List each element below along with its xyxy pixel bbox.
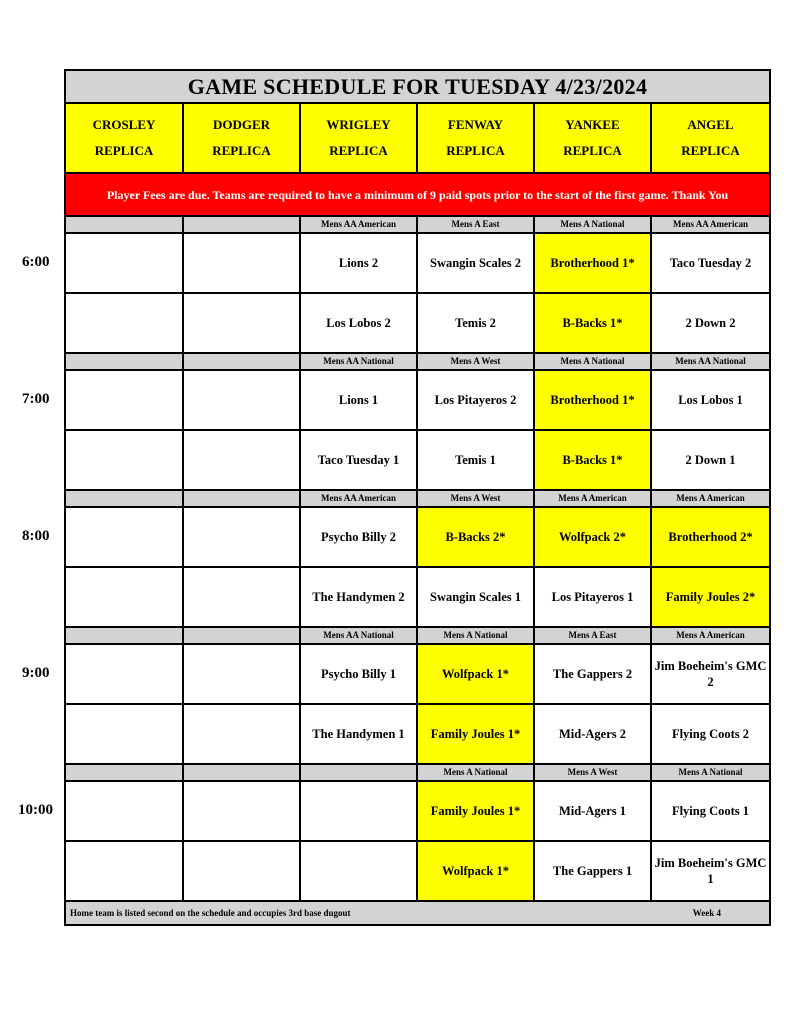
field-type: REPLICA	[681, 143, 740, 158]
division-label	[183, 627, 300, 644]
team-cell: Brotherhood 2*	[651, 507, 770, 567]
team-cell: Wolfpack 1*	[417, 644, 534, 704]
division-label: Mens AA American	[300, 490, 417, 507]
team-cell: 2 Down 2	[651, 293, 770, 353]
game-row-home	[65, 430, 770, 490]
team-cell: Psycho Billy 1	[300, 644, 417, 704]
time-label: 6:00	[22, 254, 50, 270]
field-header-yankee	[534, 103, 651, 173]
division-label: Mens A National	[417, 764, 534, 781]
division-label	[65, 490, 183, 507]
division-label: Mens A American	[534, 490, 651, 507]
team-cell: Los Pitayeros 1	[534, 567, 651, 627]
division-label	[183, 490, 300, 507]
team-cell: B-Backs 2*	[417, 507, 534, 567]
division-label: Mens A National	[534, 353, 651, 370]
division-label: Mens AA National	[300, 627, 417, 644]
division-row	[65, 627, 770, 644]
team-cell: Los Pitayeros 2	[417, 370, 534, 430]
team-cell: The Handymen 1	[300, 704, 417, 764]
field-header-fenway	[417, 103, 534, 173]
team-cell: Family Joules 1*	[417, 781, 534, 841]
empty-cell	[65, 841, 183, 901]
team-cell: The Gappers 1	[534, 841, 651, 901]
field-name: FENWAY	[447, 117, 504, 132]
empty-cell	[65, 704, 183, 764]
team-cell: Swangin Scales 1	[417, 567, 534, 627]
division-row	[65, 216, 770, 233]
page-title: GAME SCHEDULE FOR TUESDAY 4/23/2024	[65, 70, 770, 103]
field-name: WRIGLEY	[326, 117, 391, 132]
team-cell: Mid-Agers 1	[534, 781, 651, 841]
division-label	[183, 216, 300, 233]
team-cell: The Gappers 2	[534, 644, 651, 704]
game-row-home	[65, 704, 770, 764]
empty-cell	[183, 781, 300, 841]
time-label: 7:00	[22, 391, 50, 407]
division-label	[65, 216, 183, 233]
field-name: DODGER	[212, 117, 271, 132]
field-header-angel	[651, 103, 770, 173]
team-cell: Jim Boeheim's GMC 2	[651, 644, 770, 704]
division-label: Mens AA National	[651, 353, 770, 370]
division-label: Mens AA National	[300, 353, 417, 370]
team-cell: Psycho Billy 2	[300, 507, 417, 567]
field-type: REPLICA	[446, 143, 505, 158]
field-type: REPLICA	[563, 143, 622, 158]
team-cell: Jim Boeheim's GMC 1	[651, 841, 770, 901]
division-label: Mens A West	[417, 353, 534, 370]
team-cell: Temis 2	[417, 293, 534, 353]
division-label: Mens A National	[417, 627, 534, 644]
team-cell: Family Joules 2*	[651, 567, 770, 627]
field-name: CROSLEY	[92, 117, 156, 132]
division-label: Mens A National	[534, 216, 651, 233]
game-row-home	[65, 841, 770, 901]
empty-cell	[300, 781, 417, 841]
game-row-home	[65, 293, 770, 353]
week-label: Week 4	[692, 908, 722, 918]
empty-cell	[183, 704, 300, 764]
division-label: Mens A East	[417, 216, 534, 233]
division-label: Mens A West	[417, 490, 534, 507]
schedule-table	[64, 69, 771, 926]
footer-row	[65, 901, 770, 925]
field-name: YANKEE	[565, 117, 620, 132]
division-label: Mens A West	[534, 764, 651, 781]
team-cell: Wolfpack 2*	[534, 507, 651, 567]
field-type: REPLICA	[329, 143, 388, 158]
field-name: ANGEL	[687, 117, 734, 132]
division-row	[65, 764, 770, 781]
team-cell: Taco Tuesday 1	[300, 430, 417, 490]
empty-cell	[65, 781, 183, 841]
game-row-home	[65, 567, 770, 627]
division-label: Mens A East	[534, 627, 651, 644]
field-header-crosley	[65, 103, 183, 173]
time-label: 8:00	[22, 528, 50, 544]
team-cell: 2 Down 1	[651, 430, 770, 490]
game-row-away	[65, 370, 770, 430]
division-label	[183, 353, 300, 370]
division-label: Mens A American	[651, 627, 770, 644]
division-label: Mens A National	[651, 764, 770, 781]
team-cell: Los Lobos 1	[651, 370, 770, 430]
division-label	[65, 353, 183, 370]
division-label	[65, 627, 183, 644]
empty-cell	[183, 293, 300, 353]
field-header-wrigley	[300, 103, 417, 173]
empty-cell	[183, 841, 300, 901]
team-cell: Swangin Scales 2	[417, 233, 534, 293]
empty-cell	[183, 233, 300, 293]
empty-cell	[300, 841, 417, 901]
team-cell: Flying Coots 1	[651, 781, 770, 841]
team-cell: Lions 2	[300, 233, 417, 293]
fee-notice: Player Fees are due. Teams are required to have a minimum of 9 paid spots prior to the start of the first game. Thank You	[65, 173, 770, 216]
footer	[65, 901, 770, 925]
time-label: 9:00	[22, 665, 50, 681]
division-label: Mens AA American	[651, 216, 770, 233]
team-cell: Brotherhood 1*	[534, 370, 651, 430]
field-type: REPLICA	[212, 143, 271, 158]
team-cell: Brotherhood 1*	[534, 233, 651, 293]
empty-cell	[65, 567, 183, 627]
empty-cell	[65, 430, 183, 490]
team-cell: Flying Coots 2	[651, 704, 770, 764]
empty-cell	[65, 233, 183, 293]
division-row	[65, 353, 770, 370]
empty-cell	[65, 644, 183, 704]
game-row-away	[65, 644, 770, 704]
empty-cell	[183, 644, 300, 704]
team-cell: Los Lobos 2	[300, 293, 417, 353]
team-cell: Taco Tuesday 2	[651, 233, 770, 293]
game-row-away	[65, 781, 770, 841]
empty-cell	[65, 293, 183, 353]
team-cell: Wolfpack 1*	[417, 841, 534, 901]
empty-cell	[183, 567, 300, 627]
team-cell: Mid-Agers 2	[534, 704, 651, 764]
empty-cell	[65, 370, 183, 430]
team-cell: Family Joules 1*	[417, 704, 534, 764]
time-label: 10:00	[18, 802, 53, 818]
division-label	[183, 764, 300, 781]
field-header-dodger	[183, 103, 300, 173]
empty-cell	[65, 507, 183, 567]
division-label: Mens A American	[651, 490, 770, 507]
empty-cell	[183, 430, 300, 490]
field-type: REPLICA	[94, 143, 154, 158]
team-cell: Lions 1	[300, 370, 417, 430]
home-team-note: Home team is listed second on the schedule and occupies 3rd base dugout	[70, 908, 351, 918]
team-cell: B-Backs 1*	[534, 293, 651, 353]
schedule-sheet	[64, 69, 769, 931]
game-row-away	[65, 233, 770, 293]
field-header-row	[65, 103, 770, 173]
division-label: Mens AA American	[300, 216, 417, 233]
empty-cell	[183, 507, 300, 567]
team-cell: The Handymen 2	[300, 567, 417, 627]
empty-cell	[183, 370, 300, 430]
division-label	[65, 764, 183, 781]
team-cell: Temis 1	[417, 430, 534, 490]
division-label	[300, 764, 417, 781]
division-row	[65, 490, 770, 507]
game-row-away	[65, 507, 770, 567]
team-cell: B-Backs 1*	[534, 430, 651, 490]
